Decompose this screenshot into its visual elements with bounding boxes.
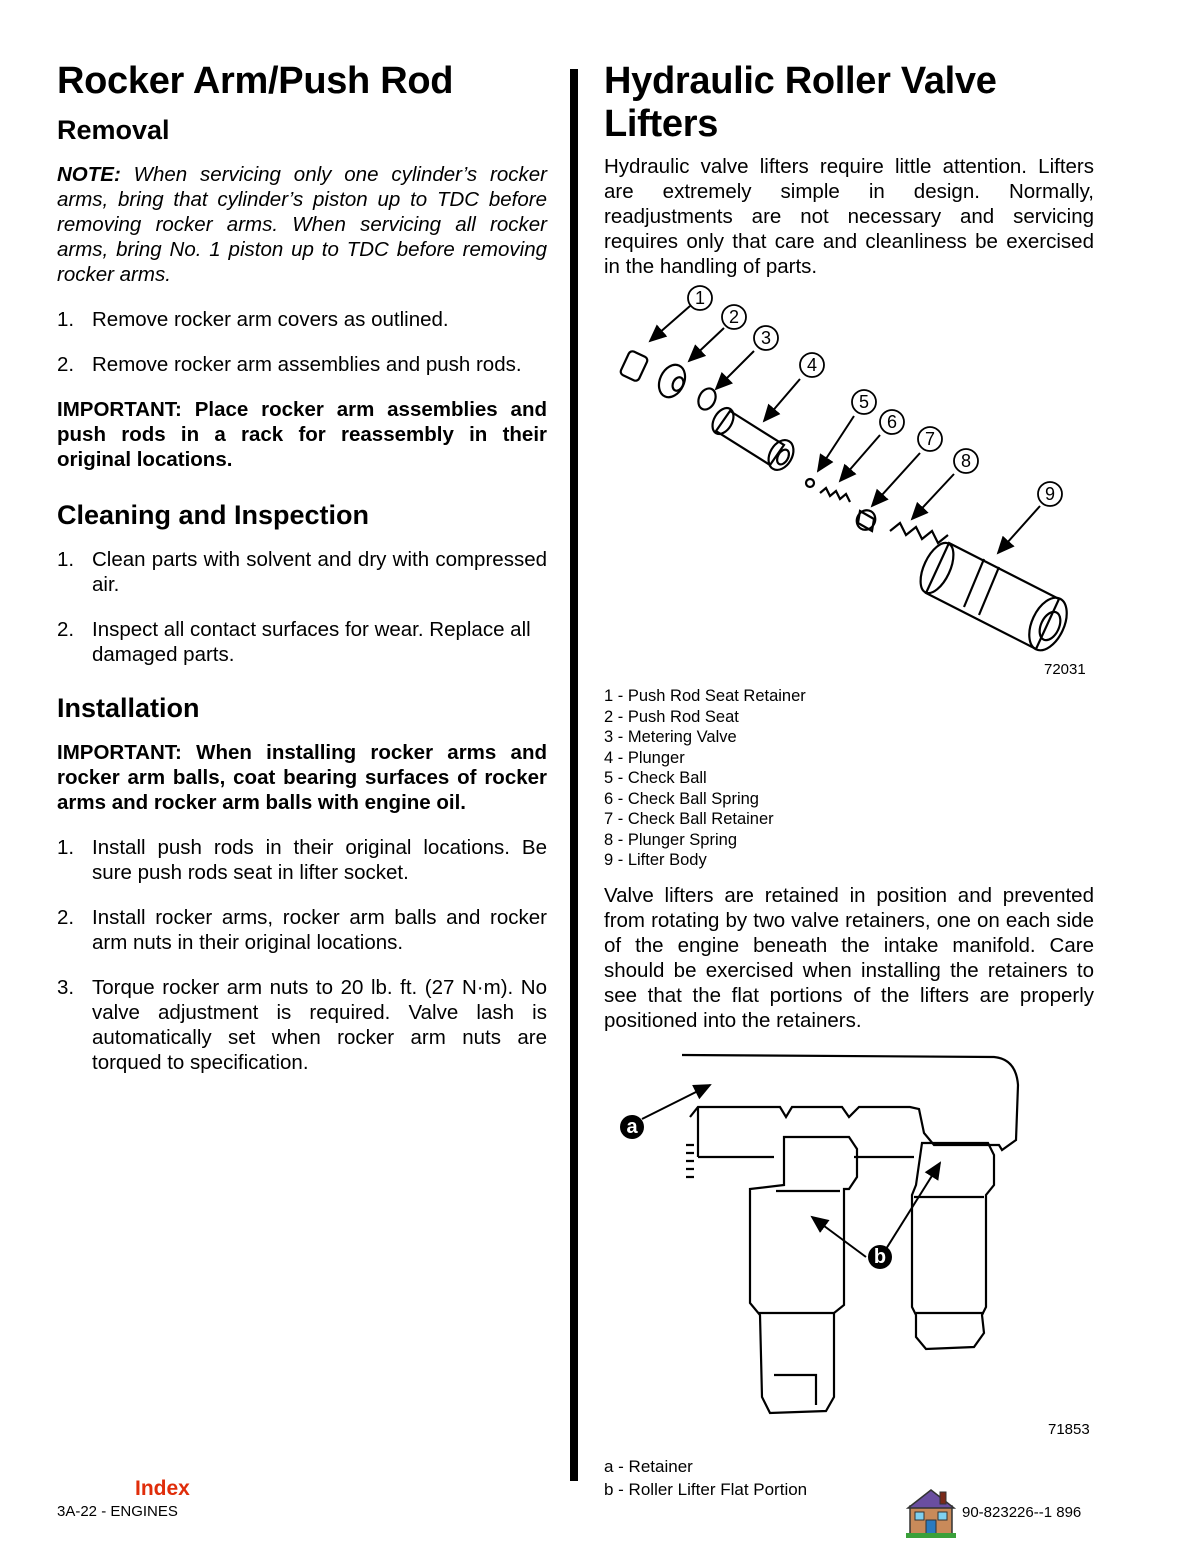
push-rod-seat-retainer — [619, 350, 648, 382]
list-item — [57, 547, 547, 597]
removal-heading: Removal — [57, 115, 170, 145]
intro-paragraph: Hydraulic valve lifters require little attention. Lifters are extremely simple in design. Normally, readjustments are not necessary and servicing requires only that care and cleanliness be exercised in the handling of parts. — [604, 155, 1094, 278]
legend-item: 2 - Push Rod Seat — [604, 707, 739, 726]
list-item — [57, 307, 547, 332]
step-number: 1. — [57, 836, 75, 859]
legend-item: 6 - Check Ball Spring — [604, 789, 759, 808]
step-number: 2. — [57, 353, 75, 376]
figure-exploded-lifter — [604, 281, 1094, 686]
note-label: NOTE: — [57, 163, 121, 186]
retainer-outline — [682, 1055, 1018, 1150]
figure-code: 71853 — [1048, 1420, 1090, 1438]
list-item — [57, 975, 547, 1075]
column-divider — [570, 69, 578, 1481]
callout-label: 6 — [886, 412, 898, 432]
callout-label: 3 — [760, 328, 772, 348]
section-title-rocker-arm: Rocker Arm/Push Rod — [57, 60, 454, 102]
legend-item: b - Roller Lifter Flat Portion — [604, 1479, 808, 1499]
legend-item: 1 - Push Rod Seat Retainer — [604, 687, 806, 705]
left-column — [57, 60, 547, 1095]
removal-note — [57, 162, 547, 287]
metering-valve — [695, 386, 719, 413]
callout-label: 1 — [694, 288, 706, 308]
step-text: Install rocker arms, rocker arm balls and rocker arm nuts in their original locations. — [92, 906, 547, 954]
push-rod-seat — [654, 361, 690, 402]
footer-right — [906, 1486, 1081, 1538]
cleaning-heading: Cleaning and Inspection — [57, 500, 370, 530]
callout-label: a — [626, 1115, 638, 1138]
index-link[interactable]: Index — [135, 1477, 190, 1500]
retainer-diagram — [604, 1045, 1094, 1455]
note-text: When servicing only one cylinder’s rocker arms, bring that cylinder’s piston up to TDC before removing rocker arms. When servicing all rocker arms, bring No. 1 piston up to TDC before removing rocker arms. — [57, 163, 547, 286]
right-lifter — [912, 1143, 994, 1349]
legend-item: 8 - Plunger Spring — [604, 830, 737, 849]
check-ball — [806, 479, 814, 487]
installation-important: IMPORTANT: When installing rocker arms and rocker arm balls, coat bearing surfaces of rocker arms and rocker arm balls with engine oil. — [57, 741, 547, 814]
figure-retainers — [604, 1045, 1094, 1455]
figure1-legend — [604, 686, 1094, 871]
step-text: Remove rocker arm covers as outlined. — [92, 308, 449, 331]
retainer-paragraph: Valve lifters are retained in position and prevented from rotating by two valve retainers, one on each side of the engine beneath the intake manifold. Care should be exercised when installing the retainers to see that the flat portions of the lifters are properly positioned into the retainers. — [604, 883, 1094, 1032]
step-number: 3. — [57, 976, 75, 999]
step-text: Clean parts with solvent and dry with compressed air. — [92, 548, 547, 596]
step-text: Remove rocker arm assemblies and push rods. — [92, 353, 522, 376]
house-icon[interactable] — [906, 1486, 956, 1538]
step-text: Install push rods in their original locations. Be sure push rods seat in lifter socket. — [92, 836, 547, 884]
installation-heading: Installation — [57, 693, 200, 723]
legend-item: 4 - Plunger — [604, 748, 685, 767]
list-item — [57, 617, 547, 667]
check-ball-retainer — [853, 507, 879, 533]
legend-item: 3 - Metering Valve — [604, 728, 737, 746]
step-number: 1. — [57, 548, 75, 571]
document-number: 90-823226--1 896 — [962, 1503, 1082, 1521]
figure-code: 72031 — [1044, 661, 1086, 678]
step-number: 1. — [57, 308, 75, 331]
footer-left — [57, 1477, 190, 1520]
legend-item: 9 - Lifter Body — [604, 851, 707, 869]
list-item — [57, 352, 547, 377]
removal-important: IMPORTANT: Place rocker arm assemblies and push rods in a rack for reassembly in their original locations. — [57, 398, 547, 471]
plunger — [716, 411, 784, 465]
callout-label: 4 — [806, 355, 818, 375]
left-lifter — [750, 1137, 857, 1413]
step-text: Inspect all contact surfaces for wear. Replace all damaged parts. — [92, 618, 531, 666]
check-ball-spring — [820, 488, 850, 502]
callout-label: 2 — [728, 307, 740, 327]
step-text: Torque rocker arm nuts to 20 lb. ft. (27 N·m). No valve adjustment is required. Valve lash is automatically set when rocker arm nuts are torqued to specification. — [92, 976, 547, 1074]
legend-item: 7 - Check Ball Retainer — [604, 810, 774, 828]
plunger-spring — [890, 523, 948, 543]
list-item — [57, 835, 547, 885]
callout-label: 5 — [858, 392, 870, 412]
step-number: 2. — [57, 906, 75, 929]
section-title-hydraulic-lifters: Hydraulic Roller Valve Lifters — [604, 60, 997, 145]
callout-label: 7 — [924, 429, 936, 449]
step-number: 2. — [57, 618, 75, 641]
right-column — [604, 60, 1094, 1501]
page-label: 3A-22 - ENGINES — [57, 1503, 178, 1520]
list-item — [57, 905, 547, 955]
callout-label: b — [873, 1245, 887, 1268]
legend-item: 5 - Check Ball — [604, 769, 707, 787]
callout-label: 8 — [960, 451, 972, 471]
legend-item: a - Retainer — [604, 1456, 693, 1476]
exploded-lifter-diagram — [604, 281, 1094, 686]
callout-label: 9 — [1044, 484, 1056, 504]
